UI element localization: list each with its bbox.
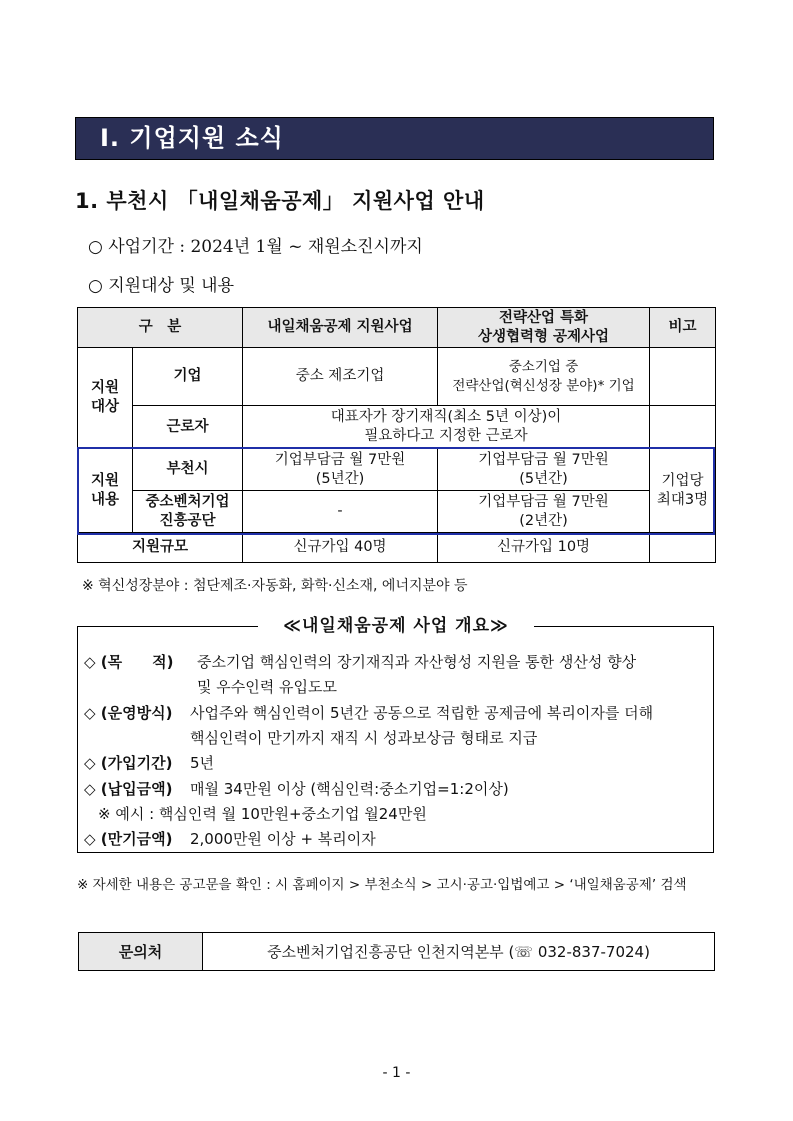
cell-scale-col2: 신규가입 10명 [438, 533, 650, 563]
cell-worker-col3 [650, 406, 716, 449]
header-col2-line2: 상생협력형 공제사업 [477, 328, 610, 345]
cell-company-col1: 중소 제조기업 [243, 348, 438, 406]
header-col2-line1: 전략산업 특화 [498, 309, 589, 326]
payment-text: 매월 34만원 이상 (핵심인력:중소기업=1:2이상) [190, 780, 509, 798]
period-text: 5년 [190, 754, 215, 772]
cell-scale-col3 [650, 533, 716, 563]
contact-value: 중소벤처기업진흥공단 인천지역본부 (☏ 032-837-7024) [203, 933, 715, 971]
purpose-text1: 중소기업 핵심인력의 장기재직과 자산형성 지원을 통한 생산성 향상 [197, 653, 637, 671]
cell-company-col2: 중소기업 중 전략산업(혁신성장 분야)* 기업 [438, 348, 650, 406]
overview-box [77, 616, 714, 853]
method-text1: 사업주와 핵심인력이 5년간 공동으로 적립한 공제금에 복리이자를 더해 [190, 704, 654, 722]
details-note: ※ 자세한 내용은 공고문을 확인 : 시 홈페이지 > 부천소식 > 고시·공고·입법예고 > ‘내일채움공제’ 검색 [77, 877, 687, 893]
row-label-scale: 지원규모 [78, 533, 243, 563]
row-label-worker: 근로자 [133, 406, 243, 449]
row-label-company: 기업 [133, 348, 243, 406]
bullet-target: ○ 지원대상 및 내용 [88, 276, 234, 296]
maturity-text: 2,000만원 이상 + 복리이자 [190, 830, 376, 848]
group-content: 지원 내용 [78, 449, 133, 533]
bullet-period: ○ 사업기간 : 2024년 1월 ~ 재원소진시까지 [88, 237, 423, 257]
example-text: ※ 예시 : 핵심인력 월 10만원+중소기업 월24만원 [98, 805, 427, 823]
overview-title: ≪내일채움공제 사업 개요≫ [258, 613, 534, 639]
method-text2: 핵심인력이 만기까지 재직 시 성과보상금 형태로 지급 [190, 729, 538, 747]
cell-kosme-col2: 기업부담금 월 7만원 (2년간) [438, 491, 650, 533]
cell-scale-col1: 신규가입 40명 [243, 533, 438, 563]
purpose-text2: 및 우수인력 유입도모 [197, 678, 337, 696]
header-col3: 비고 [650, 308, 716, 348]
header-col2 [438, 308, 650, 348]
page-number: - 1 - [382, 1065, 411, 1081]
group-target: 지원 대상 [78, 348, 133, 449]
cell-kosme-col1: - [243, 491, 438, 533]
row-label-kosme: 중소벤처기업 진흥공단 [133, 491, 243, 533]
header-col1: 내일채움공제 지원사업 [243, 308, 438, 348]
payment-label: ◇ (납입금액) [84, 780, 173, 798]
cell-content-note: 기업당 최대3명 [650, 449, 716, 533]
period-label: ◇ (가입기간) [84, 754, 173, 772]
header-category: 구 분 [78, 308, 243, 348]
innovation-note: ※ 혁신성장분야 : 첨단제조·자동화, 화학·신소재, 에너지분야 등 [82, 578, 468, 594]
section-banner: Ⅰ. 기업지원 소식 [75, 117, 714, 160]
cell-bucheon-col2: 기업부담금 월 7만원 (5년간) [438, 449, 650, 491]
maturity-label: ◇ (만기금액) [84, 830, 173, 848]
support-table [77, 307, 716, 563]
contact-label: 문의처 [79, 933, 203, 971]
section-heading: 1. 부천시 「내일채움공제」 지원사업 안내 [75, 189, 485, 213]
method-label: ◇ (운영방식) [84, 704, 173, 722]
purpose-label: ◇ (목 적) [84, 653, 174, 671]
contact-table [78, 932, 715, 971]
cell-worker-merged: 대표자가 장기재직(최소 5년 이상)이 필요하다고 지정한 근로자 [243, 406, 650, 449]
cell-bucheon-col1: 기업부담금 월 7만원 (5년간) [243, 449, 438, 491]
row-label-bucheon: 부천시 [133, 449, 243, 491]
cell-company-col3 [650, 348, 716, 406]
